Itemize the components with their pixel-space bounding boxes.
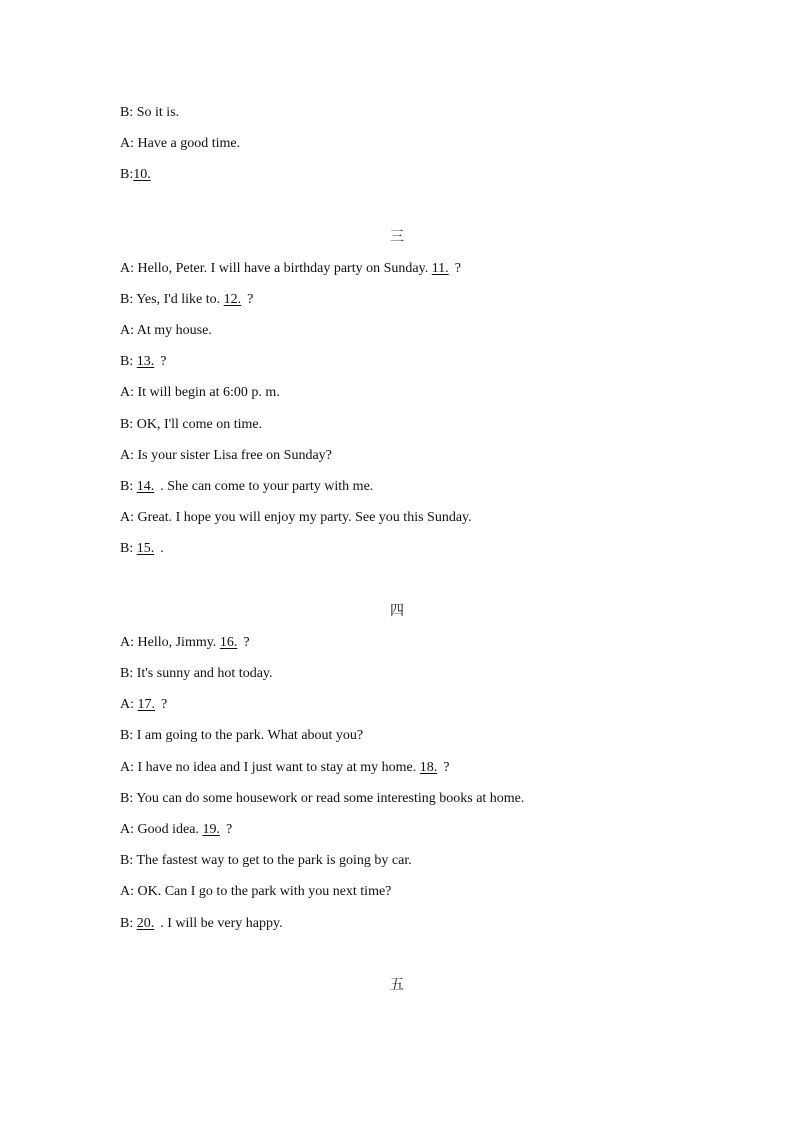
dialogue-line [120, 634, 250, 652]
answer-blank[interactable]: 12. [223, 292, 242, 307]
dialogue-text: Good idea. [137, 822, 199, 837]
speaker-label: B: [120, 292, 134, 307]
answer-blank[interactable]: 20. [136, 916, 155, 931]
speaker-label: B: [120, 479, 134, 494]
dialogue-line [120, 353, 166, 371]
speaker-label: A: [120, 448, 134, 463]
answer-blank[interactable]: 19. [202, 822, 220, 837]
dialogue-line [120, 260, 461, 278]
dialogue-text-after: ? [243, 635, 250, 650]
answer-blank[interactable]: 11. [431, 261, 449, 276]
speaker-label: A: [120, 697, 134, 712]
speaker-label: B: [120, 916, 134, 931]
dialogue-text-after: . [160, 541, 164, 556]
dialogue-text: The fastest way to get to the park is going by car. [136, 853, 412, 868]
dialogue-text-after: ? [161, 697, 168, 712]
dialogue-line [120, 759, 449, 777]
speaker-label: A: [120, 385, 134, 400]
answer-blank[interactable]: 18. [419, 760, 438, 775]
dialogue-text-after: ? [225, 822, 233, 837]
speaker-label: B: [120, 728, 134, 743]
dialogue-line [120, 540, 164, 558]
section-heading: 五 [390, 977, 404, 993]
dialogue-text: Hello, Jimmy. [137, 635, 217, 650]
speaker-label: A: [120, 323, 134, 338]
dialogue-text-after: ? [160, 354, 167, 369]
speaker-label: B: [120, 666, 134, 681]
dialogue-text: It will begin at 6:00 p. m. [137, 385, 280, 400]
speaker-label: A: [120, 822, 134, 837]
speaker-label: B: [120, 417, 134, 432]
section-heading: 四 [390, 603, 404, 619]
dialogue-line [120, 696, 167, 714]
speaker-label: B: [120, 354, 134, 369]
speaker-label: B: [120, 167, 134, 182]
dialogue-line [120, 665, 273, 683]
dialogue-line [120, 416, 262, 434]
dialogue-line [120, 166, 157, 184]
dialogue-line [120, 852, 412, 870]
dialogue-text: So it is. [136, 105, 180, 120]
speaker-label: B: [120, 853, 134, 868]
dialogue-text: Yes, I'd like to. [136, 292, 221, 307]
answer-blank[interactable]: 16. [219, 635, 238, 650]
speaker-label: B: [120, 791, 134, 806]
answer-blank[interactable]: 14. [136, 479, 155, 494]
answer-blank[interactable]: 17. [137, 697, 155, 712]
dialogue-text: At my house. [136, 323, 212, 338]
speaker-label: A: [120, 884, 134, 899]
dialogue-text-after: . I will be very happy. [160, 916, 283, 931]
dialogue-text: Hello, Peter. I will have a birthday party on Sunday. [137, 261, 429, 276]
dialogue-text-after: . She can come to your party with me. [160, 479, 374, 494]
dialogue-line [120, 790, 524, 808]
dialogue-line [120, 915, 283, 933]
dialogue-text: It's sunny and hot today. [136, 666, 273, 681]
dialogue-text: Have a good time. [137, 136, 241, 151]
answer-blank[interactable]: 13. [136, 354, 155, 369]
answer-blank[interactable]: 10. [133, 167, 151, 182]
dialogue-line [120, 384, 280, 402]
dialogue-line [120, 322, 212, 340]
speaker-label: A: [120, 760, 134, 775]
dialogue-line [120, 883, 391, 901]
speaker-label: A: [120, 635, 134, 650]
dialogue-text-after: ? [443, 760, 450, 775]
dialogue-text-after: ? [454, 261, 461, 276]
dialogue-text: OK. Can I go to the park with you next time? [137, 884, 392, 899]
speaker-label: B: [120, 105, 134, 120]
dialogue-text: OK, I'll come on time. [136, 417, 263, 432]
dialogue-line [120, 447, 332, 465]
dialogue-text: I have no idea and I just want to stay at my home. [137, 760, 417, 775]
section-heading: 三 [390, 229, 404, 245]
dialogue-line [120, 104, 179, 122]
dialogue-text: I am going to the park. What about you? [136, 728, 364, 743]
speaker-label: A: [120, 261, 134, 276]
dialogue-line [120, 478, 373, 496]
dialogue-line [120, 509, 472, 527]
dialogue-text: Is your sister Lisa free on Sunday? [137, 448, 332, 463]
dialogue-line [120, 727, 363, 745]
dialogue-line [120, 291, 253, 309]
dialogue-line [120, 135, 240, 153]
dialogue-line [120, 821, 232, 839]
answer-blank[interactable]: 15. [136, 541, 155, 556]
dialogue-text: You can do some housework or read some interesting books at home. [136, 791, 525, 806]
dialogue-text-after: ? [247, 292, 254, 307]
dialogue-text: Great. I hope you will enjoy my party. See you this Sunday. [137, 510, 472, 525]
speaker-label: A: [120, 510, 134, 525]
speaker-label: A: [120, 136, 134, 151]
speaker-label: B: [120, 541, 134, 556]
